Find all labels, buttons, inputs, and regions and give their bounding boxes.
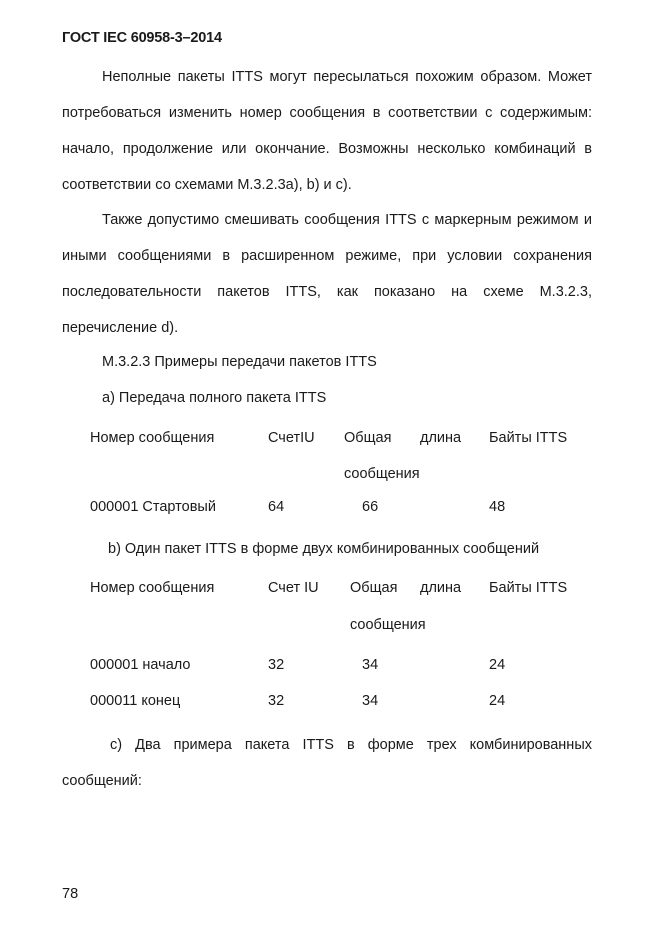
example-b-caption: b) Один пакет ITTS в форме двух комбинированных сообщений <box>108 541 540 557</box>
example-a-row-count: 64 <box>268 499 285 515</box>
example-b-header-number: Номер сообщения <box>90 580 215 596</box>
paragraph-2: Также допустимо смешивать сообщения ITTS с маркерным режимом и иными сообщениями в расширенном режиме, при условии сохранения последовательности пакетов ITTS, как показано на схеме М.3.2.3, перечисление d). <box>62 212 592 336</box>
example-b-row-1-bytes: 24 <box>489 657 506 673</box>
example-a-header-count: СчетIU <box>268 430 315 446</box>
example-b-header-messages: сообщения <box>350 617 426 633</box>
example-b-header-bytes: Байты ITTS <box>489 580 568 596</box>
example-a-row-number: 000001 Стартовый <box>90 499 216 515</box>
example-b-row-2-total: 34 <box>362 693 379 709</box>
example-b-row-2-count: 32 <box>268 693 285 709</box>
example-a-row-bytes: 48 <box>489 499 506 515</box>
example-b-header-count: Счет IU <box>268 580 319 596</box>
example-a-header-bytes: Байты ITTS <box>489 430 568 446</box>
example-b-row-2-number: 000011 конец <box>90 693 181 709</box>
example-b-row-1-total: 34 <box>362 657 379 673</box>
page-number: 78 <box>62 886 79 902</box>
example-b-row-2-bytes: 24 <box>489 693 506 709</box>
example-a-header-messages: сообщения <box>344 466 420 482</box>
example-a-header-total: Общая <box>344 430 392 446</box>
example-b-header-total: Общая <box>350 580 398 596</box>
example-a-caption: а) Передача полного пакета ITTS <box>102 390 327 406</box>
example-a-header-length: длина <box>420 430 462 446</box>
example-b-header-length: длина <box>420 580 462 596</box>
example-b-row-1-count: 32 <box>268 657 285 673</box>
section-title: М.3.2.3 Примеры передачи пакетов ITTS <box>102 354 377 370</box>
example-c-caption: c) Два примера пакета ITTS в форме трех комбинированных сообщений: <box>62 737 592 789</box>
example-a-header-number: Номер сообщения <box>90 430 215 446</box>
paragraph-1: Неполные пакеты ITTS могут пересылаться похожим образом. Может потребоваться изменить номер сообщения в соответствии с содержимым: начало, продолжение или окончание. Возможны несколько комбинаций в соответствии со схемами М.3.2.3а), b) и с). <box>62 69 592 193</box>
example-b-row-1-number: 000001 начало <box>90 657 191 673</box>
example-a-row-total: 66 <box>362 499 379 515</box>
document-header: ГОСТ IEC 60958-3–2014 <box>62 30 222 46</box>
